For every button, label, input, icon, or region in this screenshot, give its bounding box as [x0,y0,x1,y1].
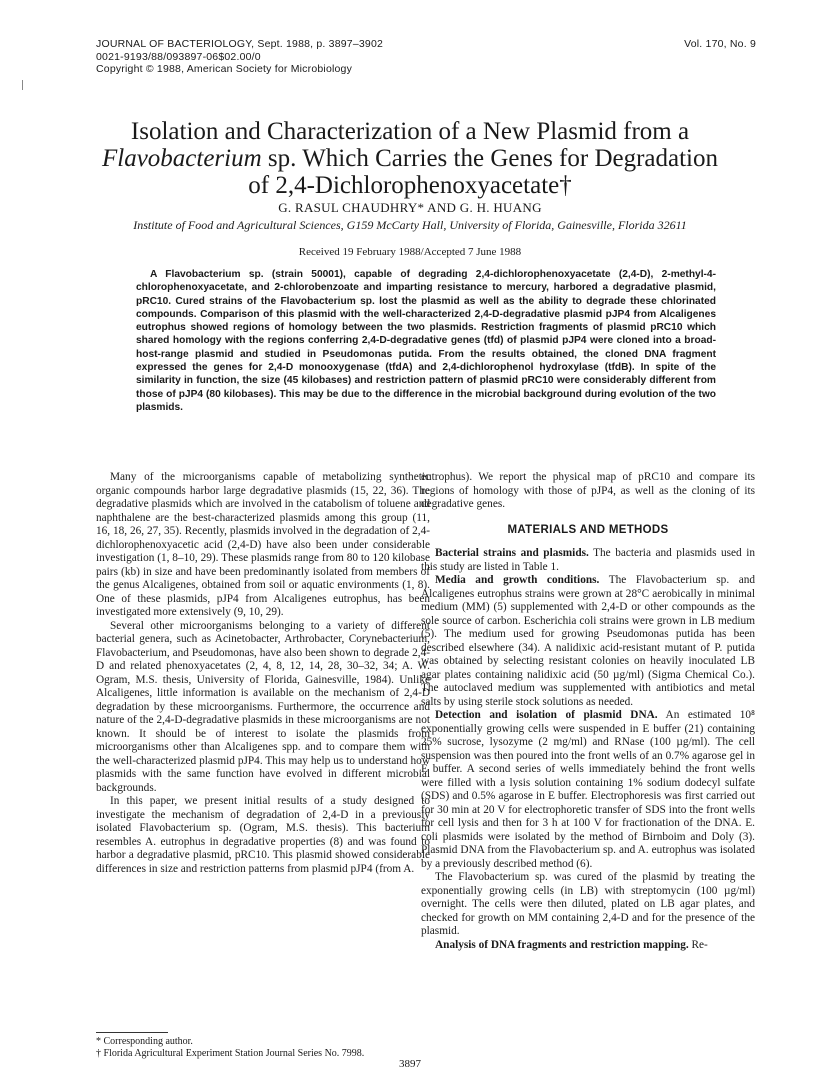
journal-citation: JOURNAL OF BACTERIOLOGY, Sept. 1988, p. 3897–3902 [96,38,384,50]
media-text: The Flavobacterium sp. and Alcaligenes eutrophus strains were grown at 28°C aerobically in minimal medium (MM) (5) supplemented with 2,4-D or other compounds as the sole source of carbon. Escherichia coli strains were grown in LB medium (5). The medium used for growing Pseudomonas putida has been described elsewhere (34). A nalidixic acid-resistant mutant of P. putida was obtained by selecting resistant colonies on heavily inoculated LB agar plates containing nalidixic acid (50 µg/ml) (Sigma Chemical Co.). The autoclaved medium was supplemented with antibiotics and metal salts by using sterile stock solutions as needed. [421,574,756,708]
methods-paragraph-restriction [421,939,755,953]
restriction-text: Re- [688,938,708,951]
title-line-2 [60,145,760,172]
runin-heading-media: Media and growth conditions. [435,574,600,586]
column-left [96,471,430,876]
strains-text: The bacteria and plasmids used in this study are listed in Table 1. [421,547,755,573]
article-title [60,118,760,199]
section-heading-methods: MATERIALS AND METHODS [507,523,669,536]
footnotes [96,1036,430,1060]
plasmid-dna-text: An estimated 10⁸ exponentially growing cells were suspended in E buffer (21) containing 25% sucrose, lysozyme (2 mg/ml) and RNase (100 µg/ml). The cell suspension was then poured into the front wells of an 0.7% agarose gel in E buffer. A second series of wells immediately behind the front wells were filled with a lysis solution containing 1% sodium dodecyl sulfate (SDS) and 0.5% agarose in E buffer. Electrophoresis was first carried out for 30 min at 20 V for electrophoretic transfer of SDS into the front wells for cell lysis and then for 3 h at 100 V for fractionation of the DNA. E. coli plasmids were isolated by the method of Birnboim and Doly (3). Plasmid DNA from the Flavobacterium sp. and A. eutrophus was isolated by a previously described method (6). [421,709,755,870]
methods-paragraph-strains [421,547,755,574]
footnote-series: † Florida Agricultural Experiment Station Journal Series No. 7998. [96,1048,365,1059]
runin-heading-restriction: Analysis of DNA fragments and restriction mapping. [435,938,689,951]
author-list: G. RASUL CHAUDHRY* AND G. H. HUANG [278,200,542,215]
affiliation: Institute of Food and Agricultural Sciences, G159 McCarty Hall, University of Florida, Gainesville, Florida 32611 [133,218,687,232]
intro-paragraph-continued: eutrophus). We report the physical map of pRC10 and compare its regions of homology with those of pJP4, as well as the cloning of its degradative genes. [421,471,755,510]
title-line-3: of 2,4-Dichlorophenoxyacetate† [248,172,572,199]
intro-paragraph-1: Many of the microorganisms capable of metabolizing synthetic organic compounds harbor large degradative plasmids (15, 22, 36). The degradative plasmids which are involved in the catabolism of toluene and naphthalene are the best-characterized plasmids among this group (11, 16, 18, 26, 27, 35). Recently, plasmids involved in the degradation of 2,4-dichlorophenoxyacetic acid (2,4-D) have also been under considerable investigation (1, 8–10, 29). These plasmids range from 80 to 120 kilobase pairs (kb) in size and have been predominantly isolated from members of the genus Alcaligenes, obtained from soil or aquatic environments (1, 8). One of these plasmids, pJP4 from Alcaligenes eutrophus, has been investigated more extensively (9, 10, 29). [96,471,430,618]
runin-heading-strains: Bacterial strains and plasmids. [435,547,589,559]
intro-paragraph-2: Several other microorganisms belonging to a variety of different bacterial genera, such as Acinetobacter, Arthrobacter, Corynebacterium, Flavobacterium, and Pseudomonas, have also been shown to degrade 2,4-D and related phenoxyacetates (2, 4, 8, 12, 14, 28, 30–32, 34; A. W. Ogram, M.S. thesis, University of Florida, Gainesville, 1984). Unlike Alcaligenes, little information is available on the mechanism of 2,4-D degradation by these microorganisms. Furthermore, the occurrence and nature of the 2,4-D-degradative plasmids in these microorganisms are not known. It should be of interest to isolate the plasmids from microorganisms other than Alcaligenes spp. and to compare them with the well-characterized plasmid pJP4. This may help us to understand how plasmids with the same function have evolved in different microbial backgrounds. [96,619,430,794]
copyright-line: Copyright © 1988, American Society for Microbiology [96,63,353,75]
margin-mark [22,80,23,90]
intro-paragraph-3: In this paper, we present initial results of a study designed to investigate the mechanism of degradation of 2,4-D in a previously isolated Flavobacterium sp. (Ogram, M.S. thesis). This bacterium resembles A. eutrophus in degradative properties (8) and was found to harbor a degradative plasmid, pRC10. This plasmid showed considerable differences in size and restriction patterns from plasmid pJP4 (from A. [96,795,430,875]
methods-paragraph-media [421,574,755,709]
volume-issue: Vol. 170, No. 9 [684,38,756,50]
footnote-rule [96,1032,168,1033]
article-code: 0021-9193/88/093897-06$02.00/0 [96,50,261,63]
page-number: 3897 [399,1058,421,1070]
runin-heading-plasmid-dna: Detection and isolation of plasmid DNA. [435,709,658,721]
title-line-2-rest: sp. Which Carries the Genes for Degradation [261,145,719,172]
methods-paragraph-plasmid-dna [421,709,755,871]
running-header [96,38,383,76]
footnote-corresponding: * Corresponding author. [96,1036,193,1047]
abstract: A Flavobacterium sp. (strain 50001), capable of degrading 2,4-dichlorophenoxyacetate (2,4-D), 2-methyl-4-chlorophenoxyacetate, and 2-chlorobenzoate and imparting resistance to mercury, harbored a degradative plasmid, pRC10. Cured strains of the Flavobacterium sp. lost the plasmid as well as the ability to degrade these chlorinated compounds. Comparison of this plasmid with the well-characterized 2,4-D-degradative plasmid pJP4 from Alcaligenes eutrophus showed regions of homology between the two plasmids. Restriction fragments of plasmid pRC10 which shared homology with the regions conferring 2,4-D-degradative genes (tfd) of plasmid pJP4 were cloned into a broad-host-range plasmid and studied in Pseudomonas putida. From the results obtained, the cloned DNA fragment expressed the genes for 2,4-D monooxygenase (tfdA) and 2,4-dichlorophenol hydroxylase (tfdB). In spite of the similarity in function, the size (45 kilobases) and restriction pattern of plasmid pRC10 were considerably different from those of pJP4 (80 kilobases). This may be due to the difference in the microbial background during evolution of the two plasmids. [136,269,716,413]
methods-paragraph-curing: The Flavobacterium sp. was cured of the plasmid by treating the exponentially growing cells (in LB) with streptomycin (100 µg/ml) overnight. The cells were then diluted, plated on LB agar plates, and checked for growth on MM containing 2,4-D and for the presence of the plasmid. [421,871,755,937]
column-right [421,471,755,952]
received-dates: Received 19 February 1988/Accepted 7 June 1988 [298,246,522,258]
title-genus: Flavobacterium [101,145,262,172]
title-line-1: Isolation and Characterization of a New Plasmid from a [130,118,690,145]
